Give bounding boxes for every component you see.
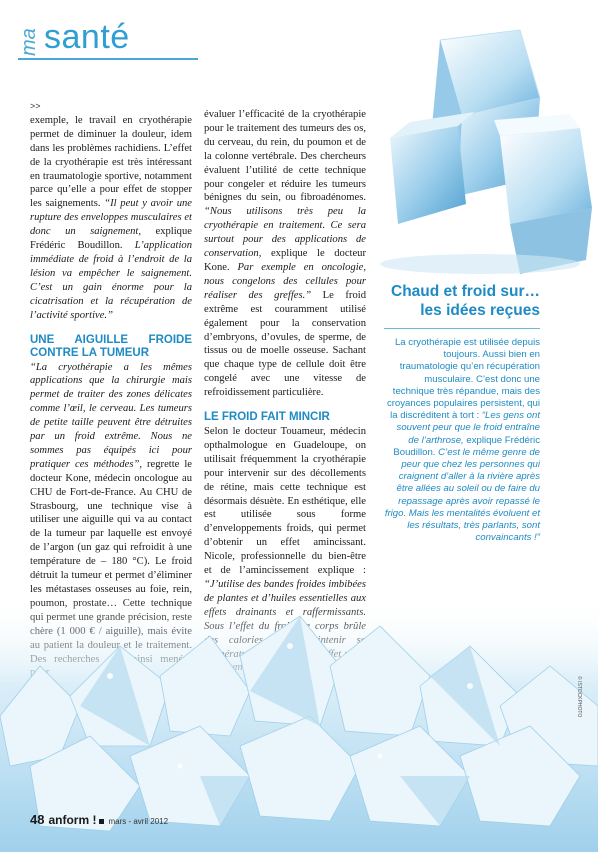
text: exemple, le travail en cryothérapie permet de diminuer la douleur, idem dans les problèmes rachidiens. L’effet de la cryothérapie est très intéressant en traumatologie sportive, notamment parce qu’elle a pour effet de stopper les saignements. <box>30 114 192 210</box>
text: explique le docteur Kone. <box>204 248 366 273</box>
continuation-mark: >> <box>30 101 41 111</box>
page-number: 48 <box>30 812 45 827</box>
sidebar-body <box>384 337 540 544</box>
quote: “Les gens ont souvent peur que le froid entraîne de l’arthrose, <box>396 410 540 446</box>
paragraph <box>30 114 192 323</box>
quote: “Il peut y avoir une rupture des enveloppes musculaires et donc un saignement, <box>30 198 192 238</box>
text: regrette le docteur Kone, médecin oncologue au CHU de Fort-de-France. Au CHU de Strasbourg, une technique vise à utiliser une aiguille qui va au contact de la tumeur par laquelle est envoyé de l’argon (un gaz qui refroidit à une température de – 180 °C). Le froid détruit la tumeur et permet d’éliminer les métastases osseuses au foie, rein, <box>30 458 192 595</box>
quote: “La cryothérapie a les mêmes applications que la chirurgie mais permet de traiter des zones délicates comme l’œil, le cerveau. Les tumeurs de petite taille peuvent être détruites par un froid extrême. Nous ne sommes pas équipés ici pour pratiquer ces méthodes”, <box>30 361 192 470</box>
page-footer <box>30 812 168 827</box>
article-column-2 <box>204 108 366 675</box>
quote: Par exemple en oncologie, nous congelons des cellules pour réaliser des greffes.” <box>204 261 366 301</box>
issue-date: mars - avril 2012 <box>108 817 169 826</box>
quote: C’est le même genre de peur que chez les personnes qui craignent d’aller à la rivière après être allées au soleil ou de faire du repassage après avoir repassé le frigo. Mais les mentalités évoluent et les résultats, très parlants, sont convaincants !” <box>384 446 540 544</box>
sidebar-box <box>384 282 540 544</box>
ice-cubes-photo <box>370 28 598 278</box>
quote: “J’utilise des bandes froides imbibées <box>204 579 366 590</box>
text: explique Frédéric Boudillon. <box>393 434 540 458</box>
subheading-mincir: LE FROID FAIT MINCIR <box>204 411 330 424</box>
text: explique Frédéric Boudillon. <box>30 226 192 252</box>
section-header <box>18 8 218 68</box>
magazine-name: anform ! <box>48 813 97 827</box>
sidebar-rule <box>384 328 540 329</box>
footer-square <box>99 819 104 824</box>
text: Le froid extrême est couramment utilisé également pour la conservation d’embryons, d’ovules, de sperme, de tissus ou de moelle osseuse. Sachant que chaque type de cellule doit être congelé avec une vitesse de refroidissement particulière. <box>204 289 366 399</box>
paragraph <box>204 108 366 400</box>
section-title: santé <box>44 18 130 56</box>
article-column-1 <box>30 100 192 680</box>
text: La cryothérapie est utilisée depuis toujours. Aussi bien en traumatologie qu’en récupération musculaire. C’est donc une technique très répandue, mais des croyances populaires persistent, qui la discréditent à tort : <box>386 337 540 422</box>
quote: “Nous utilisons très peu la cryothérapie en traitement. Ce sera surtout pour des applications de conservation, <box>204 206 366 260</box>
section-prefix: ma <box>18 28 40 56</box>
subheading-aiguille: UNE AIGUILLE FROIDE CONTRE LA TUMEUR <box>30 333 192 359</box>
photo-credit: © ISTOCKPHOTO <box>576 676 582 718</box>
header-rule <box>18 58 198 60</box>
quote: L’application immédiate de froid à l’endroit de la lésion va empêcher le saignement. C’est un gain énorme pour la cicatrisation et la récupération de l’activité sportive.” <box>30 240 192 321</box>
sidebar-title: Chaud et froid sur… les idées reçues <box>391 283 540 319</box>
text: Selon le docteur Touameur, médecin opthalmologue en Guadeloupe, on utilisait fréquemment la cryothérapie pour intervenir sur des décollements de rétine, mais cette technique est désormais désuète. En esthétique, elle est utilisée sous forme d’enveloppements froids, qui permet d’obtenir un effet amincissant. Nicole, professionnelle du bien-être et de l’amincissement explique : <box>204 426 366 577</box>
text: évaluer l’efficacité de la cryothérapie pour le traitement des tumeurs des os, du cerveau, du rein, du poumon et de la colonne vertébrale. Des chercheurs évaluent l’utilité de cette technique pour congeler et réduire les tumeurs bénignes du sein, ou fibroadénomes. <box>204 109 366 204</box>
